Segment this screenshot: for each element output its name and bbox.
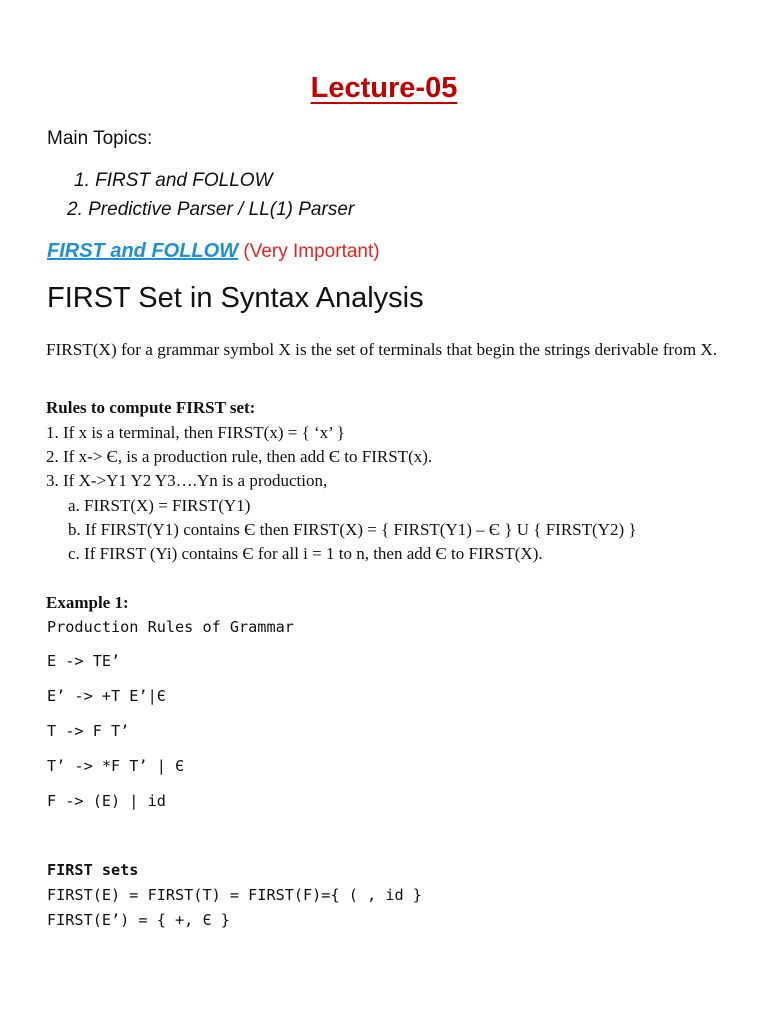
first-sets-title: FIRST sets <box>47 861 139 879</box>
topic-item: 2. Predictive Parser / LL(1) Parser <box>67 199 355 220</box>
first-set-line: FIRST(E’) = { +, Є } <box>47 911 230 929</box>
example-title: Example 1: <box>46 593 129 612</box>
section-heading-title: FIRST and FOLLOW <box>47 240 239 262</box>
topic-item: 1. FIRST and FOLLOW <box>74 170 273 191</box>
rule-subitem: a. FIRST(X) = FIRST(Y1) <box>68 496 251 515</box>
production-rule: F -> (E) | id <box>47 792 166 810</box>
rule-subitem: c. If FIRST (Yi) contains Є for all i = 1 to n, then add Є to FIRST(X). <box>68 544 543 563</box>
lecture-title: Lecture-05 <box>310 72 458 104</box>
section-heading <box>47 240 380 263</box>
section-heading-note: (Very Important) <box>238 241 380 262</box>
production-rule: T’ -> *F T’ | Є <box>47 757 185 775</box>
rule-subitem: b. If FIRST(Y1) contains Є then FIRST(X) = { FIRST(Y1) – Є } U { FIRST(Y2) } <box>68 520 637 539</box>
grammar-title: Production Rules of Grammar <box>47 618 294 636</box>
production-rule: T -> F T’ <box>47 722 130 740</box>
production-rule: E’ -> +T E’|Є <box>47 687 166 705</box>
production-rule: E -> TE’ <box>47 652 121 670</box>
rules-title: Rules to compute FIRST set: <box>46 398 256 417</box>
main-topics-label: Main Topics: <box>47 128 153 149</box>
page-heading: FIRST Set in Syntax Analysis <box>47 282 424 314</box>
definition-paragraph: FIRST(X) for a grammar symbol X is the set of terminals that begin the strings derivable from X. <box>46 340 718 359</box>
rule-item: 1. If x is a terminal, then FIRST(x) = { ‘x’ } <box>46 423 345 442</box>
rule-item: 3. If X->Y1 Y2 Y3….Yn is a production, <box>46 471 328 490</box>
rule-item: 2. If x-> Є, is a production rule, then add Є to FIRST(x). <box>46 447 433 466</box>
first-set-line: FIRST(E) = FIRST(T) = FIRST(F)={ ( , id } <box>47 886 422 904</box>
